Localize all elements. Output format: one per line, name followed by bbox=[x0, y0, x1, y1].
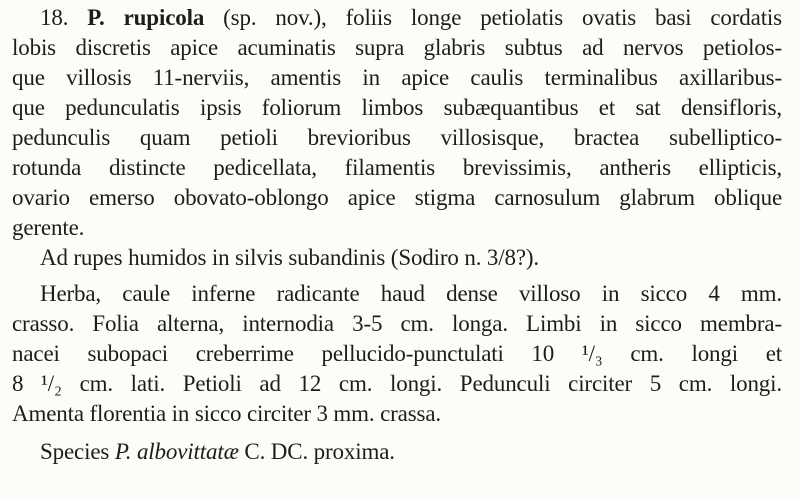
species-genus: P. bbox=[87, 5, 105, 30]
species-number: 18. bbox=[40, 5, 69, 30]
habitat-line: Ad rupes humidos in silvis subandinis (Sodiro n. 3/8?). bbox=[40, 245, 540, 270]
affinity-suffix: C. DC. proxima. bbox=[238, 439, 395, 464]
details-line-4: 8 ¹/₂ cm. lati. Petioli ad 12 cm. longi. Pedunculi circiter 5 cm. longi. bbox=[12, 371, 782, 396]
description-line-6: rotunda distincte pedicellata, filamentis brevissimis, antheris ellipticis, bbox=[12, 155, 782, 180]
affinity-line bbox=[40, 437, 782, 467]
description-line-1 bbox=[12, 3, 782, 33]
description-line-2: lobis discretis apice acuminatis supra glabris subtus ad nervos petiolos- bbox=[12, 35, 782, 60]
description-text-1: (sp. nov.), foliis longe petiolatis ovatis basi cordatis bbox=[204, 5, 782, 30]
description-line-5: pedunculis quam petioli brevioribus villosisque, bractea subelliptico- bbox=[12, 125, 782, 150]
description-line-7: ovario emerso obovato-oblongo apice stigma carnosulum glabrum oblique bbox=[12, 185, 782, 210]
description-line-4: que pedunculatis ipsis foliorum limbos subæquantibus et sat densifloris, bbox=[12, 95, 782, 120]
details-line-1: Herba, caule inferne radicante haud dense villoso in sicco 4 mm. bbox=[40, 281, 782, 306]
details-line-2: crasso. Folia alterna, internodia 3-5 cm. longa. Limbi in sicco membra- bbox=[12, 311, 782, 336]
details-line-3: nacei subopaci creberrime pellucido-punctulati 10 ¹/₃ cm. longi et bbox=[12, 341, 782, 366]
affinity-prefix: Species bbox=[40, 439, 115, 464]
description-line-8: gerente. bbox=[12, 215, 85, 240]
description-line-3: que villosis 11-nerviis, amentis in apice caulis terminalibus axillaribus- bbox=[12, 65, 782, 90]
species-epithet: rupicola bbox=[123, 5, 205, 30]
details-line-5: Amenta florentia in sicco circiter 3 mm. crassa. bbox=[12, 401, 441, 426]
affinity-taxon: P. albovittatæ bbox=[114, 439, 239, 464]
